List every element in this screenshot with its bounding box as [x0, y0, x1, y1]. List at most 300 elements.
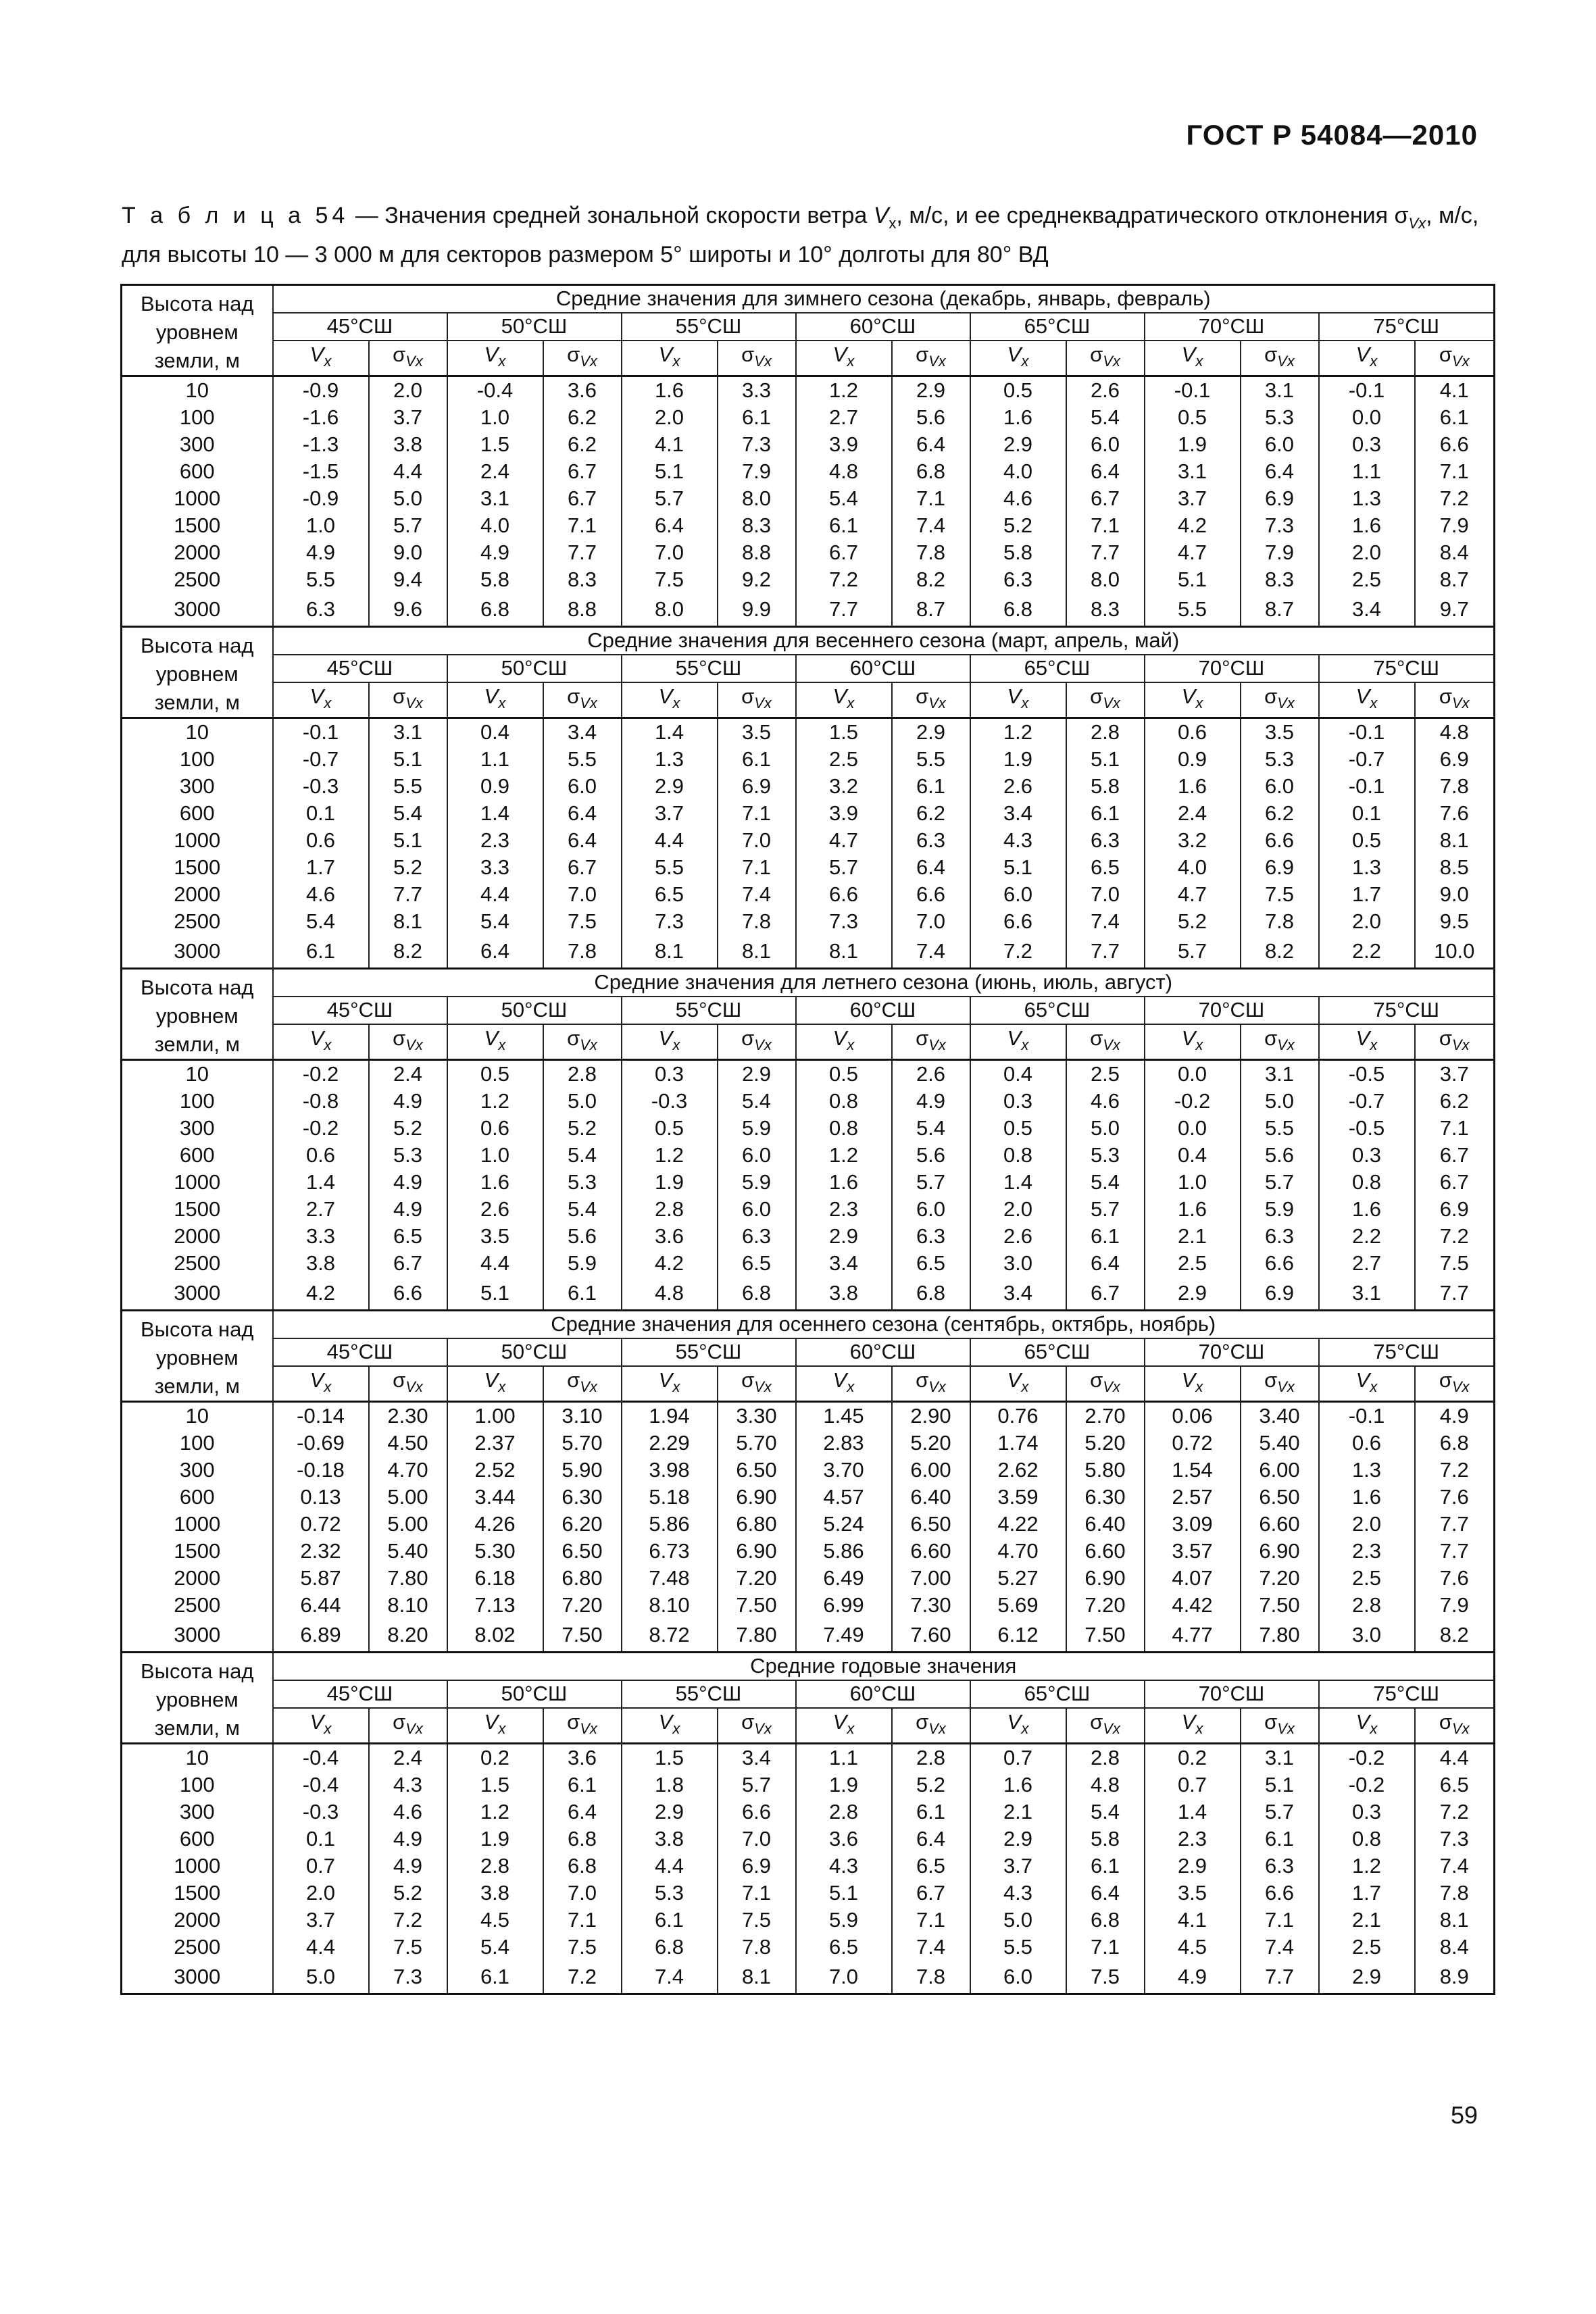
v-value-cell: -0.18 [273, 1457, 369, 1484]
latitude-header: 45°СШ [273, 997, 447, 1024]
sigma-value-cell: 7.4 [892, 512, 970, 539]
sigma-value-cell: 6.00 [892, 1457, 970, 1484]
height-cell: 600 [122, 800, 273, 827]
sigma-value-cell: 6.30 [1066, 1484, 1145, 1511]
latitude-header: 60°СШ [796, 1680, 970, 1708]
v-symbol: V [1355, 1709, 1370, 1734]
v-value-cell: -0.7 [273, 746, 369, 773]
v-value-cell: 4.3 [970, 827, 1066, 854]
v-value-cell: -0.1 [1319, 773, 1415, 800]
sigma-value-cell: 4.3 [369, 1771, 447, 1799]
sigma-value-cell: 7.0 [543, 881, 622, 908]
sigma-column-header [892, 1024, 970, 1060]
v-subscript: x [324, 1719, 332, 1737]
v-value-cell: 5.7 [622, 485, 718, 512]
v-value-cell: 2.3 [447, 827, 543, 854]
v-value-cell: 0.5 [447, 1060, 543, 1088]
v-value-cell: 4.9 [273, 539, 369, 566]
sigma-symbol: σ [1090, 342, 1103, 366]
sigma-value-cell: 7.5 [718, 1907, 796, 1934]
v-value-cell: 5.4 [273, 908, 369, 935]
v-value-cell: 2.4 [447, 458, 543, 485]
v-symbol: V [1007, 1367, 1022, 1392]
section-title: Средние значения для летнего сезона (июнь, июль, август) [273, 969, 1495, 997]
v-symbol: V [484, 342, 499, 366]
height-cell: 10 [122, 1744, 273, 1772]
height-cell: 100 [122, 404, 273, 431]
v-value-cell: -1.3 [273, 431, 369, 458]
sigma-value-cell: 6.3 [718, 1223, 796, 1250]
v-value-cell: 2.8 [622, 1196, 718, 1223]
v-subscript: x [324, 1378, 332, 1395]
v-column-header [622, 682, 718, 718]
v-value-cell: 2.7 [273, 1196, 369, 1223]
sigma-value-cell: 7.1 [1415, 1115, 1495, 1142]
sigma-subscript: Vx [754, 694, 772, 711]
sigma-value-cell: 7.20 [543, 1592, 622, 1619]
sigma-column-header [543, 341, 622, 376]
table-row [122, 1430, 1495, 1457]
height-cell: 1500 [122, 1196, 273, 1223]
v-value-cell: 1.2 [447, 1799, 543, 1826]
v-column-header [796, 1024, 892, 1060]
sigma-value-cell: 5.2 [543, 1115, 622, 1142]
v-value-cell: 3.6 [622, 1223, 718, 1250]
v-value-cell: 2.0 [1319, 539, 1415, 566]
v-value-cell: 6.8 [447, 593, 543, 627]
sigma-value-cell: 7.6 [1415, 1484, 1495, 1511]
v-subscript: x [847, 1036, 855, 1053]
sigma-symbol: σ [1439, 1026, 1452, 1050]
sigma-symbol: σ [1439, 1367, 1452, 1392]
sigma-subscript: Vx [1103, 1378, 1120, 1395]
sigma-value-cell: 6.4 [1066, 458, 1145, 485]
sigma-value-cell: 6.8 [892, 458, 970, 485]
sigma-subscript: Vx [1277, 352, 1295, 370]
sigma-value-cell: 6.1 [718, 404, 796, 431]
v-value-cell: 6.4 [447, 935, 543, 969]
symbol-header-row [122, 341, 1495, 376]
sigma-value-cell: 8.9 [1415, 1961, 1495, 1994]
sigma-value-cell: 6.0 [1241, 773, 1319, 800]
v-column-header [1319, 1708, 1415, 1744]
sigma-value-cell: 5.20 [1066, 1430, 1145, 1457]
height-cell: 2000 [122, 1565, 273, 1592]
v-symbol: V [1007, 684, 1022, 708]
v-value-cell: 1.9 [1145, 431, 1241, 458]
sigma-value-cell: 7.7 [1241, 1961, 1319, 1994]
v-subscript: x [1370, 1378, 1378, 1395]
document-code: ГОСТ Р 54084—2010 [1186, 119, 1478, 151]
v-symbol: V [309, 1026, 324, 1050]
v-symbol: V [832, 342, 847, 366]
sigma-value-cell: 8.1 [718, 1961, 796, 1994]
sigma-value-cell: 8.2 [892, 566, 970, 593]
sigma-value-cell: 6.0 [1066, 431, 1145, 458]
v-value-cell: 2.5 [1145, 1250, 1241, 1277]
sigma-value-cell: 10.0 [1415, 935, 1495, 969]
sigma-symbol: σ [567, 1367, 580, 1392]
v-value-cell: 2.5 [1319, 566, 1415, 593]
v-value-cell: 5.18 [622, 1484, 718, 1511]
latitude-header: 70°СШ [1145, 655, 1319, 682]
symbol-header-row [122, 1708, 1495, 1744]
sigma-subscript: Vx [1451, 1378, 1470, 1395]
v-symbol: V [658, 1367, 673, 1392]
v-value-cell: 1.3 [622, 746, 718, 773]
v-subscript: x [324, 1036, 332, 1053]
table-caption [122, 200, 1480, 270]
latitude-header-row [122, 1338, 1495, 1366]
sigma-value-cell: 5.4 [543, 1196, 622, 1223]
sigma-subscript: Vx [754, 1378, 772, 1395]
sigma-value-cell: 5.0 [369, 485, 447, 512]
v-value-cell: 1.8 [622, 1771, 718, 1799]
v-value-cell: -0.7 [1319, 1088, 1415, 1115]
section-title: Средние значения для зимнего сезона (декабрь, январь, февраль) [273, 285, 1495, 313]
v-subscript: x [324, 694, 332, 711]
table-row [122, 1880, 1495, 1907]
sigma-value-cell: 6.0 [718, 1196, 796, 1223]
v-value-cell: 5.86 [796, 1538, 892, 1565]
v-value-cell: 6.5 [796, 1934, 892, 1961]
latitude-header: 70°СШ [1145, 997, 1319, 1024]
v-value-cell: 2.32 [273, 1538, 369, 1565]
v-symbol: V [1355, 1367, 1370, 1392]
height-cell: 2000 [122, 539, 273, 566]
sigma-value-cell: 7.5 [543, 908, 622, 935]
v-value-cell: 3.0 [970, 1250, 1066, 1277]
sigma-value-cell: 5.40 [369, 1538, 447, 1565]
v-value-cell: 1.2 [447, 1088, 543, 1115]
sigma-subscript: Vx [1451, 1719, 1470, 1737]
sigma-subscript: Vx [928, 694, 946, 711]
sigma-symbol: σ [916, 1709, 929, 1734]
v-column-header [273, 1024, 369, 1060]
latitude-header-row [122, 997, 1495, 1024]
table-row [122, 458, 1495, 485]
table-row [122, 746, 1495, 773]
v-value-cell: 7.0 [796, 1961, 892, 1994]
sigma-value-cell: 9.5 [1415, 908, 1495, 935]
sigma-value-cell: 2.6 [1066, 376, 1145, 405]
sigma-column-header [1415, 1708, 1495, 1744]
v-value-cell: 5.2 [970, 512, 1066, 539]
v-value-cell: 3.4 [970, 1277, 1066, 1311]
v-value-cell: 4.22 [970, 1511, 1066, 1538]
sigma-value-cell: 5.7 [1241, 1799, 1319, 1826]
v-value-cell: 0.9 [1145, 746, 1241, 773]
v-value-cell: 0.9 [447, 773, 543, 800]
sigma-symbol: σ [741, 1367, 755, 1392]
v-value-cell: 7.3 [796, 908, 892, 935]
sigma-value-cell: 7.50 [543, 1619, 622, 1653]
height-column-header: Высота над уровнем земли, м [122, 1653, 273, 1744]
v-subscript: x [1195, 352, 1203, 370]
v-value-cell: 3.3 [273, 1223, 369, 1250]
v-value-cell: 5.1 [622, 458, 718, 485]
sigma-symbol: σ [1264, 1367, 1278, 1392]
v-value-cell: 5.27 [970, 1565, 1066, 1592]
v-value-cell: 4.4 [447, 1250, 543, 1277]
v-value-cell: 4.0 [970, 458, 1066, 485]
sigma-value-cell: 6.7 [543, 458, 622, 485]
section-title-row [122, 1311, 1495, 1338]
sigma-value-cell: 6.1 [718, 746, 796, 773]
sigma-value-cell: 6.3 [892, 827, 970, 854]
sigma-value-cell: 5.8 [1066, 773, 1145, 800]
v-value-cell: 7.0 [622, 539, 718, 566]
sigma-value-cell: 5.4 [543, 1142, 622, 1169]
v-value-cell: 1.9 [447, 1826, 543, 1853]
v-value-cell: 4.5 [1145, 1934, 1241, 1961]
table-row [122, 1565, 1495, 1592]
table-row [122, 485, 1495, 512]
sigma-value-cell: 9.9 [718, 593, 796, 627]
latitude-header: 55°СШ [622, 313, 796, 341]
v-value-cell: 2.7 [796, 404, 892, 431]
latitude-header: 65°СШ [970, 1338, 1145, 1366]
v-value-cell: 0.3 [970, 1088, 1066, 1115]
v-value-cell: 1.94 [622, 1402, 718, 1430]
v-value-cell: 0.1 [273, 1826, 369, 1853]
table-row [122, 1277, 1495, 1311]
table-row [122, 935, 1495, 969]
sigma-value-cell: 6.1 [1066, 1853, 1145, 1880]
v-subscript: x [672, 694, 680, 711]
sigma-value-cell: 7.00 [892, 1565, 970, 1592]
v-subscript: x [1021, 1036, 1029, 1053]
v-value-cell: 1.0 [447, 404, 543, 431]
sigma-value-cell: 5.4 [718, 1088, 796, 1115]
sigma-value-cell: 7.60 [892, 1619, 970, 1653]
section-title: Средние годовые значения [273, 1653, 1495, 1680]
v-value-cell: 1.7 [1319, 1880, 1415, 1907]
sigma-value-cell: 5.00 [369, 1484, 447, 1511]
sigma-value-cell: 5.7 [1066, 1196, 1145, 1223]
v-value-cell: 6.8 [622, 1934, 718, 1961]
sigma-value-cell: 2.5 [1066, 1060, 1145, 1088]
sigma-value-cell: 6.2 [892, 800, 970, 827]
height-cell: 3000 [122, 1277, 273, 1311]
sigma-value-cell: 4.70 [369, 1457, 447, 1484]
sigma-value-cell: 7.9 [1415, 512, 1495, 539]
sigma-value-cell: 4.9 [369, 1826, 447, 1853]
v-value-cell: 5.9 [796, 1907, 892, 1934]
v-value-cell: 2.5 [796, 746, 892, 773]
latitude-header: 55°СШ [622, 997, 796, 1024]
v-subscript: x [672, 1378, 680, 1395]
sigma-value-cell: 3.6 [543, 1744, 622, 1772]
v-value-cell: 7.13 [447, 1592, 543, 1619]
sigma-value-cell: 2.9 [892, 376, 970, 405]
section-title: Средние значения для осеннего сезона (сентябрь, октябрь, ноябрь) [273, 1311, 1495, 1338]
sigma-value-cell: 6.9 [1241, 1277, 1319, 1311]
v-value-cell: 4.4 [622, 827, 718, 854]
v-value-cell: 1.1 [796, 1744, 892, 1772]
sigma-value-cell: 6.7 [543, 854, 622, 881]
sigma-subscript: Vx [580, 1378, 597, 1395]
sigma-column-header [543, 1366, 622, 1402]
sigma-value-cell: 6.4 [892, 1826, 970, 1853]
sigma-value-cell: 7.5 [369, 1934, 447, 1961]
sigma-value-cell: 3.1 [1241, 1744, 1319, 1772]
v-value-cell: 1.7 [273, 854, 369, 881]
latitude-header-row [122, 655, 1495, 682]
table-row [122, 1511, 1495, 1538]
height-cell: 600 [122, 458, 273, 485]
sigma-symbol: σ [1439, 684, 1452, 708]
height-column-header: Высота над уровнем земли, м [122, 1311, 273, 1402]
v-value-cell: 1.00 [447, 1402, 543, 1430]
sigma-value-cell: 6.7 [543, 485, 622, 512]
v-value-cell: 4.7 [1145, 881, 1241, 908]
v-subscript: x [498, 352, 506, 370]
sigma-column-header [1415, 1024, 1495, 1060]
sigma-symbol: σ [916, 1026, 929, 1050]
v-value-cell: 3.2 [1145, 827, 1241, 854]
sigma-value-cell: 6.9 [1415, 1196, 1495, 1223]
v-value-cell: 5.1 [796, 1880, 892, 1907]
sigma-value-cell: 3.5 [718, 718, 796, 747]
table-row [122, 773, 1495, 800]
sigma-value-cell: 6.90 [718, 1484, 796, 1511]
v-value-cell: -0.4 [447, 376, 543, 405]
v-value-cell: 4.0 [447, 512, 543, 539]
sigma-value-cell: 6.2 [543, 404, 622, 431]
sigma-column-header [1241, 1708, 1319, 1744]
v-subscript: x [1195, 1378, 1203, 1395]
v-value-cell: 6.89 [273, 1619, 369, 1653]
v-subscript: x [847, 1719, 855, 1737]
v-value-cell: 3.3 [447, 854, 543, 881]
v-subscript: x [1021, 1719, 1029, 1737]
sigma-value-cell: 6.9 [718, 1853, 796, 1880]
v-subscript: x [1370, 352, 1378, 370]
v-value-cell: 2.9 [1145, 1277, 1241, 1311]
table-row [122, 1592, 1495, 1619]
v-value-cell: 7.49 [796, 1619, 892, 1653]
v-value-cell: -0.1 [1319, 718, 1415, 747]
sigma-value-cell: 6.7 [1066, 1277, 1145, 1311]
v-value-cell: 0.0 [1145, 1060, 1241, 1088]
sigma-column-header [369, 1024, 447, 1060]
v-value-cell: -0.69 [273, 1430, 369, 1457]
v-value-cell: 1.74 [970, 1430, 1066, 1457]
sigma-value-cell: 6.8 [1066, 1907, 1145, 1934]
height-cell: 1000 [122, 1169, 273, 1196]
v-value-cell: 4.4 [273, 1934, 369, 1961]
v-value-cell: 3.70 [796, 1457, 892, 1484]
v-subscript: x [672, 1719, 680, 1737]
sigma-value-cell: 5.2 [892, 1771, 970, 1799]
v-value-cell: 2.9 [622, 1799, 718, 1826]
v-value-cell: 1.9 [970, 746, 1066, 773]
v-value-cell: 0.3 [622, 1060, 718, 1088]
v-value-cell: 4.3 [970, 1880, 1066, 1907]
sigma-value-cell: 2.0 [369, 376, 447, 405]
v-symbol: V [873, 203, 889, 228]
sigma-value-cell: 5.80 [1066, 1457, 1145, 1484]
sigma-value-cell: 5.0 [1066, 1115, 1145, 1142]
sigma-column-header [892, 341, 970, 376]
v-symbol: V [658, 1709, 673, 1734]
sigma-value-cell: 6.4 [543, 1799, 622, 1826]
sigma-value-cell: 6.6 [1415, 431, 1495, 458]
v-value-cell: 6.1 [796, 512, 892, 539]
sigma-value-cell: 7.5 [1066, 1961, 1145, 1994]
v-value-cell: 1.5 [447, 1771, 543, 1799]
sigma-symbol: σ [1090, 1367, 1103, 1392]
latitude-header: 50°СШ [447, 655, 622, 682]
sigma-value-cell: 5.7 [1241, 1169, 1319, 1196]
v-value-cell: 6.3 [273, 593, 369, 627]
v-column-header [1319, 1024, 1415, 1060]
sigma-value-cell: 8.1 [1415, 1907, 1495, 1934]
sigma-value-cell: 7.8 [1241, 908, 1319, 935]
latitude-header: 70°СШ [1145, 313, 1319, 341]
sigma-value-cell: 7.1 [718, 1880, 796, 1907]
sigma-value-cell: 3.5 [1241, 718, 1319, 747]
sigma-value-cell: 6.4 [892, 431, 970, 458]
sigma-value-cell: 7.8 [892, 539, 970, 566]
v-symbol: V [658, 1026, 673, 1050]
sigma-value-cell: 6.3 [892, 1223, 970, 1250]
v-symbol: V [309, 342, 324, 366]
sigma-value-cell: 2.8 [892, 1744, 970, 1772]
v-value-cell: 0.3 [1319, 1799, 1415, 1826]
sigma-column-header [1066, 1024, 1145, 1060]
sigma-value-cell: 6.4 [892, 854, 970, 881]
table-row [122, 1538, 1495, 1565]
sigma-subscript: Vx [1277, 1378, 1295, 1395]
sigma-column-header [543, 1708, 622, 1744]
sigma-value-cell: 6.9 [1415, 746, 1495, 773]
sigma-value-cell: 6.40 [1066, 1511, 1145, 1538]
v-value-cell: 4.57 [796, 1484, 892, 1511]
v-value-cell: 0.8 [1319, 1826, 1415, 1853]
sigma-subscript: Vx [1277, 1036, 1295, 1053]
sigma-column-header [1415, 1366, 1495, 1402]
v-value-cell: 4.8 [622, 1277, 718, 1311]
v-symbol: V [309, 1367, 324, 1392]
height-column-header: Высота над уровнем земли, м [122, 627, 273, 718]
v-value-cell: 5.1 [1145, 566, 1241, 593]
sigma-value-cell: 7.7 [369, 881, 447, 908]
height-cell: 2500 [122, 1934, 273, 1961]
height-column-header: Высота над уровнем земли, м [122, 285, 273, 376]
sigma-column-header [718, 341, 796, 376]
caption-text-1: — Значения средней зональной скорости ветра [349, 203, 874, 228]
height-cell: 600 [122, 1826, 273, 1853]
sigma-value-cell: 6.60 [1066, 1538, 1145, 1565]
v-value-cell: 1.9 [622, 1169, 718, 1196]
latitude-header: 65°СШ [970, 1680, 1145, 1708]
table-row [122, 431, 1495, 458]
v-column-header [796, 341, 892, 376]
v-value-cell: -0.5 [1319, 1060, 1415, 1088]
sigma-value-cell: 5.0 [543, 1088, 622, 1115]
v-symbol: V [1355, 684, 1370, 708]
v-value-cell: 1.3 [1319, 1457, 1415, 1484]
v-symbol: V [1355, 1026, 1370, 1050]
sigma-value-cell: 8.7 [892, 593, 970, 627]
table-row [122, 1060, 1495, 1088]
v-value-cell: -1.6 [273, 404, 369, 431]
v-value-cell: 1.6 [1145, 773, 1241, 800]
v-value-cell: 1.9 [796, 1771, 892, 1799]
sigma-subscript: Vx [405, 352, 423, 370]
